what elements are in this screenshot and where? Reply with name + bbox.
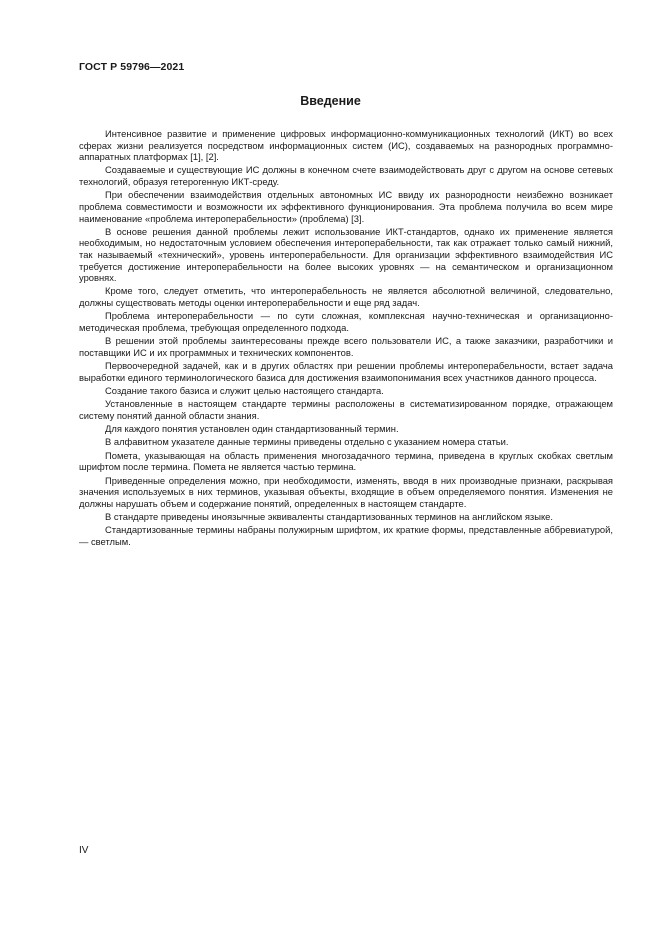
paragraph: При обеспечении взаимодействия отдельных автономных ИС ввиду их разнородности неизбежно возникает проблема совместимости и возможности их эффективного функционирования. Эта проблема получила во всем мире наименование «проблема интероперабельности» (проблема) [3]. (79, 189, 613, 224)
paragraph: Приведенные определения можно, при необходимости, изменять, вводя в них производные признаки, раскрывая значения используемых в них терминов, указывая объекты, входящие в объем определяемого понятия. Изменения не должны нарушать объем и содержание понятий, определенных в настоящем стандарте. (79, 474, 613, 509)
body-text (79, 128, 613, 549)
paragraph: В решении этой проблемы заинтересованы прежде всего пользователи ИС, а также заказчики, разработчики и поставщики ИС и их программных и технических компонентов. (79, 335, 613, 358)
page-number: IV (79, 845, 89, 856)
section-title: Введение (300, 94, 361, 108)
paragraph: Проблема интероперабельности — по сути сложная, комплексная научно-техническая и организационно-методическая проблема, требующая определенного подхода. (79, 310, 613, 333)
paragraph: В алфавитном указателе данные термины приведены отдельно с указанием номера статьи. (105, 436, 509, 448)
paragraph: Помета, указывающая на область применения многозадачного термина, приведена в круглых скобках светлым шрифтом после термина. Помета не является частью термина. (79, 449, 613, 473)
paragraph: В стандарте приведены иноязычные эквиваленты стандартизованных терминов на английском языке. (105, 511, 553, 523)
paragraph: Установленные в настоящем стандарте термины расположены в систематизированном порядке, отражающем систему понятий данной области знания. (79, 398, 613, 421)
paragraph: Стандартизованные термины набраны полужирным шрифтом, их краткие формы, представленные аббревиатурой, — светлым. (79, 524, 613, 547)
paragraph: Создаваемые и существующие ИС должны в конечном счете взаимодействовать друг с другом на основе сетевых технологий, образуя гетерогенную ИКТ-среду. (79, 164, 613, 188)
paragraph: Первоочередной задачей, как и в других областях при решении проблемы интероперабельности, встает задача выработки единого терминологического базиса для достижения взаимопонимания всех участников данного процесса. (79, 360, 613, 383)
paragraph: В основе решения данной проблемы лежит использование ИКТ-стандартов, однако их применение является необходимым, но недостаточным условием обеспечения интероперабельности, так как отражает только самый нижний, так называемый «технический», уровень интероперабельности. Для организации эффективного взаимодействия ИС требуется достижение интероперабельности на более высоких уровнях — на семантическом и организационном уровнях. (79, 225, 613, 284)
paragraph: Интенсивное развитие и применение цифровых информационно-коммуникационных технологий (ИКТ) во всех сферах жизни реализуется посредством информационных систем (ИС), создаваемых на разнородных программно-аппаратных платформах [1], [2]. (79, 128, 613, 163)
paragraph: Для каждого понятия установлен один стандартизованный термин. (105, 423, 399, 435)
document-header-standard-id: ГОСТ Р 59796—2021 (79, 61, 185, 73)
paragraph: Кроме того, следует отметить, что интероперабельность не является абсолютной величиной, следовательно, должны существовать методы оценки интероперабельности и еще ряд задач. (79, 285, 613, 309)
paragraph: Создание такого базиса и служит целью настоящего стандарта. (105, 384, 384, 396)
